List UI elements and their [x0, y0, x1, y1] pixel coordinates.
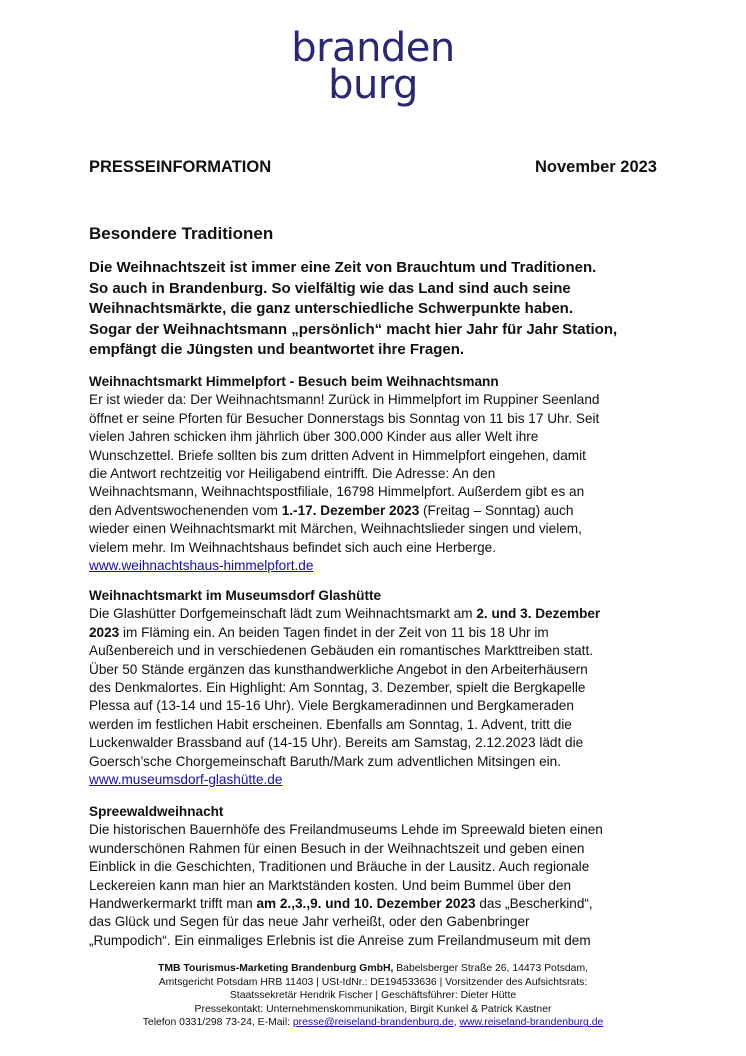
logo-line-1: branden	[291, 25, 455, 71]
body-text: das „Bescherkind“, das Glück und Segen für das neue Jahr verheißt, oder den Gabenbringer „Rumpodich“. Ein einmaliges Erlebnis ist die Anreise zum Freilandmuseum mit dem	[89, 896, 593, 948]
footer-email-link[interactable]: presse@reiseland-brandenburg.de	[292, 1017, 454, 1029]
section-spreewald	[89, 803, 669, 950]
brandenburg-logo	[0, 25, 746, 108]
footer-company: TMB Tourismus-Marketing Brandenburg GmbH,	[158, 963, 394, 974]
section-himmelpfort	[89, 373, 669, 575]
website-link[interactable]: www.museumsdorf-glashütte.de	[89, 772, 283, 788]
body-date: 1.-17. Dezember 2023	[281, 502, 420, 518]
section-body	[89, 605, 669, 771]
body-text: (Freitag – Sonntag) auch wieder einen Weihnachtsmarkt mit Märchen, Weihnachtslieder singen und vielem, vielem mehr. Im Weihnachtshaus befindet sich auch eine Herberge.	[89, 502, 582, 555]
logo-line-2: burg	[328, 62, 418, 108]
press-header	[89, 158, 657, 177]
footer-line-5	[60, 1016, 686, 1030]
lead-paragraph: Die Weihnachtszeit ist immer eine Zeit von Brauchtum und Traditionen. So auch in Brandenburg. So vielfältig wie das Land sind auch seine Weihnachtsmärkte, die ganz unterschiedliche Schwerpunkte haben. Sogar der Weihnachtsmann „persönlich“ macht hier Jahr für Jahr Station, empfängt die Jüngsten und beantwortet ihre Fragen.	[89, 259, 618, 359]
website-link[interactable]: www.weihnachtshaus-himmelpfort.de	[89, 558, 314, 574]
body-text: Die historischen Bauernhöfe des Freilandmuseums Lehde im Spreewald bieten einen wunderschönen Rahmen für einen Besuch in der Weihnachtszeit und geben einen Einblick in die Geschichten, Traditionen und Bräuche in der Lausitz. Auch regionale Leckereien kann man hier an Marktständen kosten. Und beim Bummel über den Handwerkermarkt trifft man	[89, 822, 603, 912]
footer-line-4: Pressekontakt: Unternehmenskommunikation, Birgit Kunkel & Patrick Kastner	[194, 1003, 552, 1015]
footer-line-1	[60, 962, 686, 976]
section-heading: Weihnachtsmarkt im Museumsdorf Glashütte	[89, 588, 382, 603]
body-date: 2. und 3. Dezember 2023	[89, 606, 601, 640]
footer-separator: ,	[453, 1017, 460, 1029]
footer-line-2: Amtsgericht Potsdam HRB 11403 | USt-IdNr.: DE194533636 | Vorsitzender des Aufsichtsrats:	[158, 976, 588, 988]
body-text: Die Glashütter Dorfgemeinschaft lädt zum Weihnachtsmarkt am	[89, 606, 477, 622]
footer-address: Babelsberger Straße 26, 14473 Potsdam,	[393, 963, 588, 974]
section-body	[89, 391, 669, 557]
section-heading: Spreewaldweihnacht	[89, 804, 224, 819]
body-date: am 2.,3.,9. und 10. Dezember 2023	[256, 896, 476, 912]
section-glashuette	[89, 587, 669, 789]
body-text: im Fläming ein. An beiden Tagen findet in der Zeit von 11 bis 18 Uhr im Außenbereich und in verschiedenen Gebäuden ein romantisches Markttreiben statt. Über 50 Stände ergänzen das kunsthandwerkliche Angebot in den Arbeiterhäusern des Denkmalortes. Ein Highlight: Am Sonntag, 3. Dezember, spielt die Bergkapelle Plessa auf (13-14 und 15-16 Uhr). Viele Bergkameradinnen und Bergkameraden werden im festlichen Habit erscheinen. Ebenfalls am Sonntag, 1. Advent, tritt die Luckenwalder Brassband auf (14-15 Uhr). Bereits am Samstag, 2.12.2023 lädt die Goersch’sche Chorgemeinschaft Baruth/Mark zum adventlichen Mitsingen ein.	[89, 624, 594, 769]
section-body	[89, 821, 669, 950]
section-heading: Weihnachtsmarkt Himmelpfort - Besuch beim Weihnachtsmann	[89, 374, 499, 389]
page-footer	[60, 962, 686, 1030]
press-date: November 2023	[535, 158, 657, 176]
footer-phone: Telefon 0331/298 73-24, E-Mail:	[142, 1017, 293, 1029]
footer-line-3: Staatssekretär Hendrik Fischer | Geschäftsführer: Dieter Hütte	[229, 990, 517, 1002]
press-label: PRESSEINFORMATION	[89, 158, 272, 176]
footer-web-link[interactable]: www.reiseland-brandenburg.de	[459, 1017, 604, 1029]
body-text: Er ist wieder da: Der Weihnachtsmann! Zurück in Himmelpfort im Ruppiner Seenland öffnet er seine Pforten für Besucher Donnerstags bis Sonntag von 11 bis 17 Uhr. Seit vielen Jahren schicken ihm jährlich über 300.000 Kinder aus aller Welt ihre Wunschzettel. Briefe sollten bis zum dritten Advent in Himmelpfort eingehen, damit die Antwort rechtzeitig vor Heiligabend eintrifft. Die Adresse: An den Weihnachtsmann, Weihnachtspostfiliale, 16798 Himmelpfort. Außerdem gibt es an den Adventswochenenden vom	[89, 392, 600, 518]
page-title: Besondere Traditionen	[89, 224, 274, 243]
